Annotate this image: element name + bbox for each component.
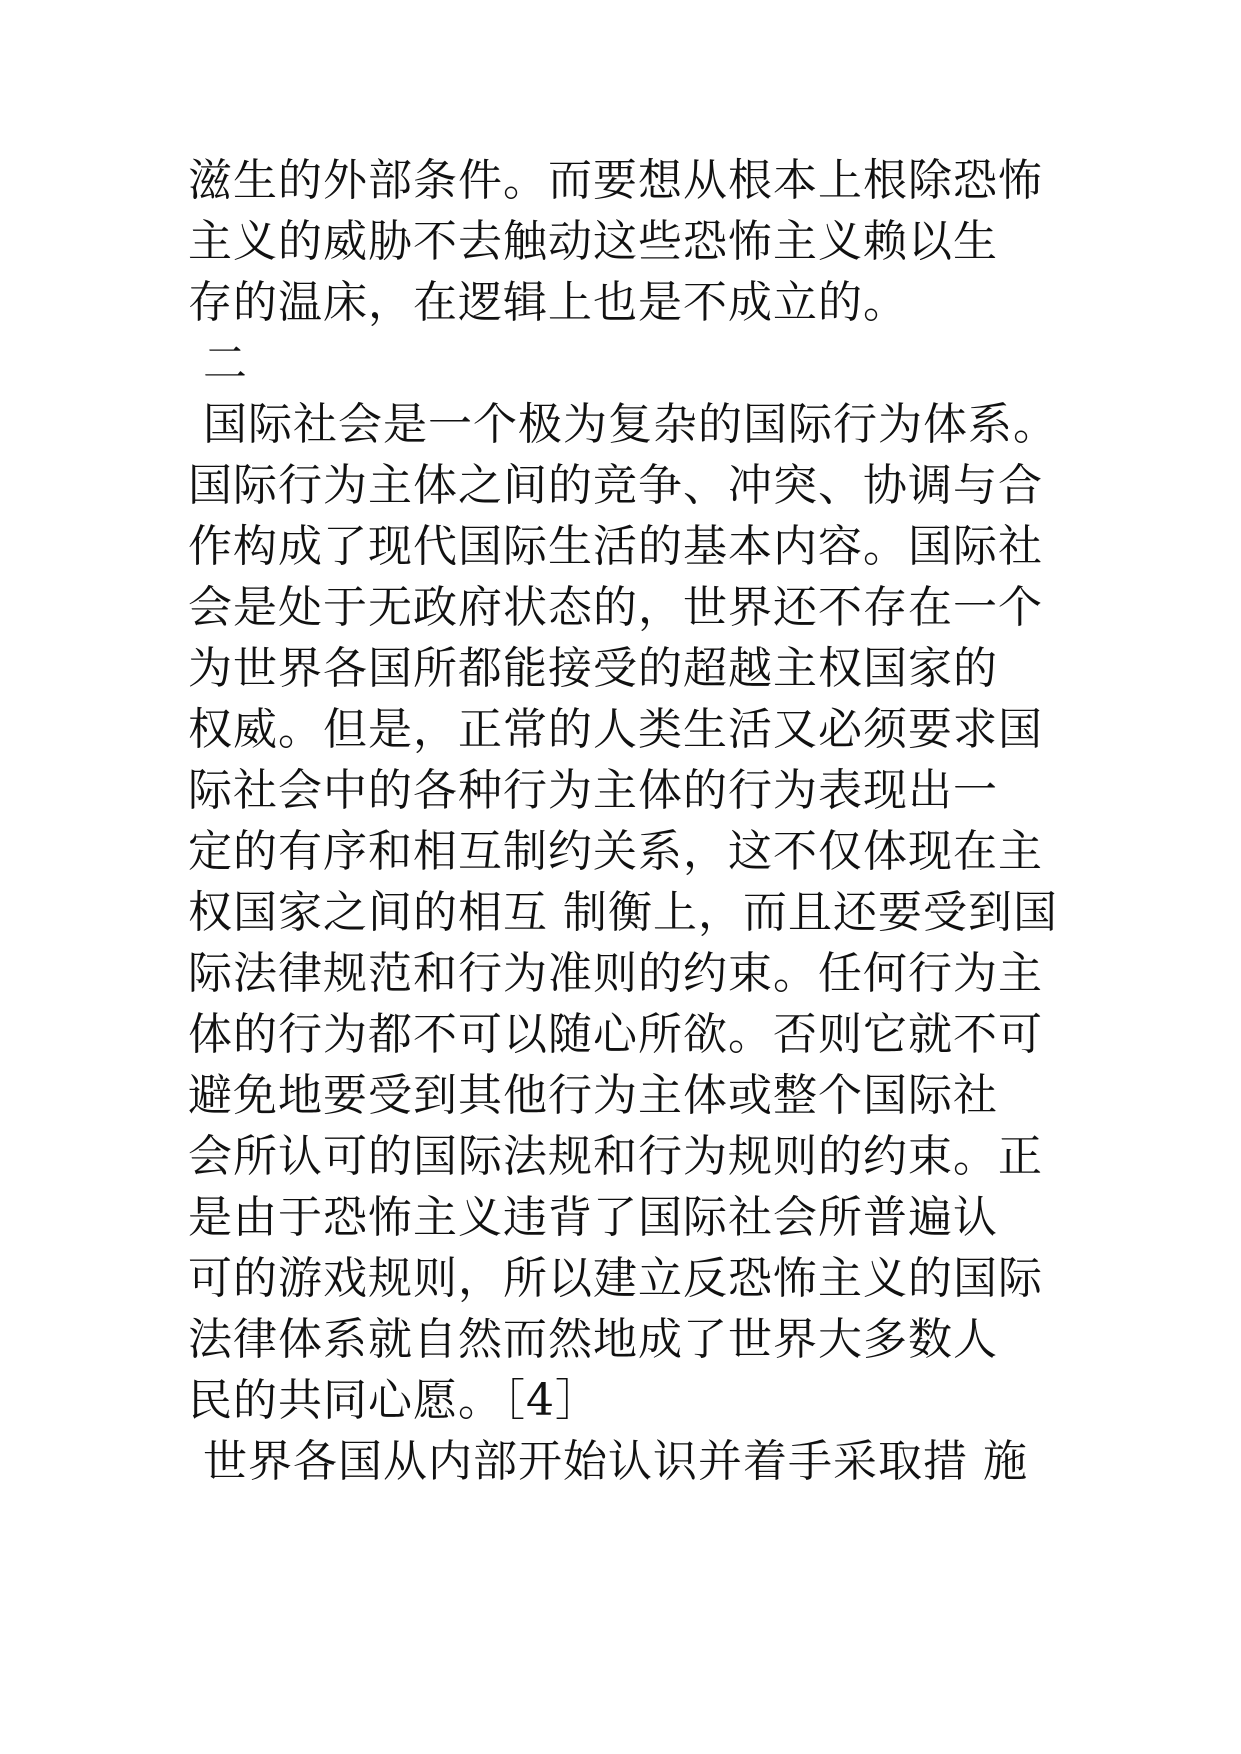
text-line: 权威。但是，正常的人类生活又必须要求国 (188, 704, 1043, 755)
text-line: 世界各国从内部开始认识并着手采取措 施 (188, 1436, 1028, 1487)
body-text (188, 150, 1088, 1492)
text-line: 存的温床，在逻辑上也是不成立的。 (188, 277, 908, 328)
text-line: 作构成了现代国际生活的基本内容。国际社 (188, 521, 1043, 572)
text-line: 权国家之间的相互 制衡上，而且还要受到国 (188, 887, 1058, 938)
text-line: 会所认可的国际法规和行为规则的约束。正 (188, 1131, 1043, 1182)
text-line: 是由于恐怖主义违背了国际社会所普遍认 (188, 1192, 998, 1243)
text-line: 为世界各国所都能接受的超越主权国家的 (188, 643, 998, 694)
text-line: 际社会中的各种行为主体的行为表现出一 (188, 765, 998, 816)
text-line: 可的游戏规则，所以建立反恐怖主义的国际 (188, 1253, 1043, 1304)
text-line: 主义的威胁不去触动这些恐怖主义赖以生 (188, 216, 998, 267)
text-line: 民的共同心愿。［4］ (188, 1375, 600, 1426)
text-line: 定的有序和相互制约关系，这不仅体现在主 (188, 826, 1043, 877)
text-line: 体的行为都不可以随心所欲。否则它就不可 (188, 1009, 1043, 1060)
text-line: 避免地要受到其他行为主体或整个国际社 (188, 1070, 998, 1121)
text-line: 会是处于无政府状态的，世界还不存在一个 (188, 582, 1043, 633)
text-line: 滋生的外部条件。而要想从根本上根除恐怖 (188, 155, 1043, 206)
section-heading: 二 (188, 338, 248, 389)
text-line: 法律体系就自然而然地成了世界大多数人 (188, 1314, 998, 1365)
text-line: 国际行为主体之间的竞争、冲突、协调与合 (188, 460, 1043, 511)
text-line: 际法律规范和行为准则的约束。任何行为主 (188, 948, 1043, 999)
text-line: 国际社会是一个极为复杂的国际行为体系。 (188, 399, 1058, 450)
